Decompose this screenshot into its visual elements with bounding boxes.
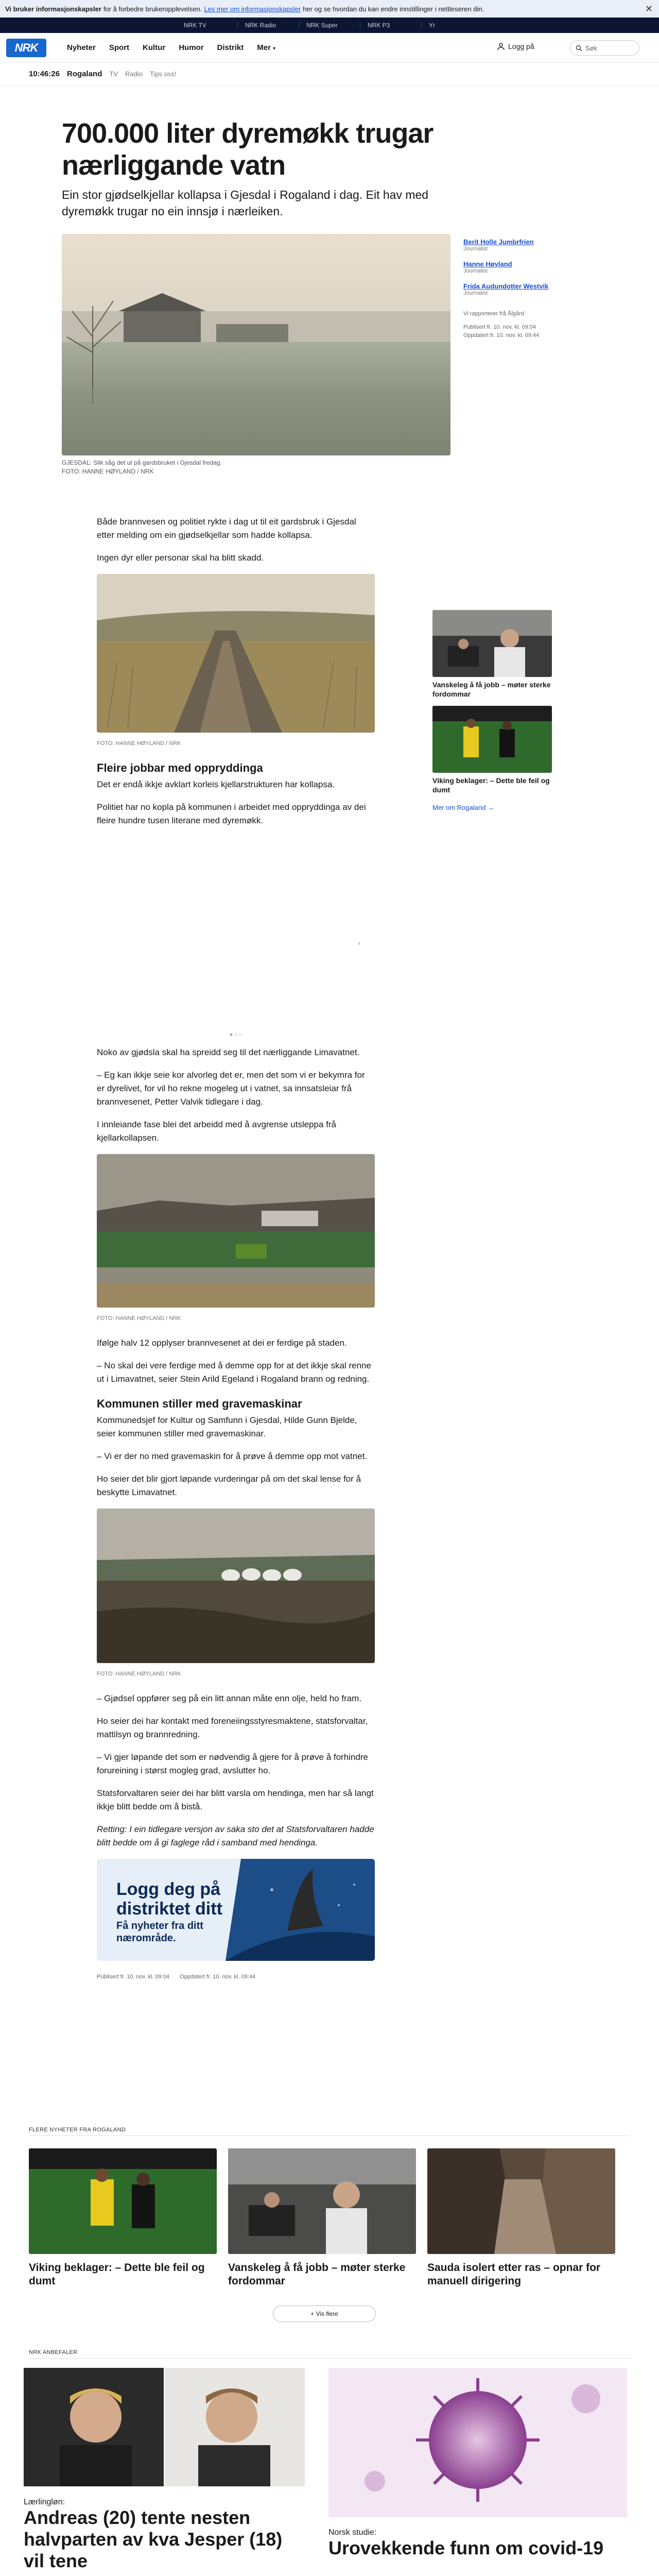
- chevron-down-icon: ▾: [273, 46, 276, 52]
- divider: [421, 22, 422, 29]
- article-image: [97, 1154, 375, 1308]
- recommended-card-right[interactable]: [328, 2368, 627, 2559]
- news-card[interactable]: [29, 2148, 217, 2288]
- news-card[interactable]: [228, 2148, 416, 2288]
- image-caption: FOTO: HANNE HØYLAND / NRK: [97, 740, 181, 747]
- hero-caption-text: GJESDAL: Slik såg det ut på gardsbruket i Gjesdal fredag.: [62, 459, 222, 466]
- chevron-right-icon[interactable]: ›: [358, 939, 360, 947]
- nav-item-kultur[interactable]: Kultur: [143, 43, 166, 52]
- news-card-title: Sauda isolert etter ras – opnar for manuell dirigering: [427, 2262, 601, 2287]
- service-yr[interactable]: Yr: [429, 22, 435, 29]
- more-about-region-label: Mer om Rogaland: [432, 804, 486, 811]
- divider: [29, 2358, 630, 2359]
- byline: [463, 238, 597, 340]
- hero-image: [62, 234, 450, 455]
- nav-item-nyheter[interactable]: Nyheter: [67, 43, 96, 52]
- news-card-image: [29, 2148, 217, 2254]
- recommended-label: NRK ANBEFALER: [29, 2349, 78, 2355]
- nav-item-sport[interactable]: Sport: [109, 43, 130, 52]
- paragraph: Ho seier dei har kontakt med foreneiingsstyresmaktene, statsforvaltar, mattilsyn og brannredning.: [97, 1716, 368, 1739]
- recommended-title: Andreas (20) tente nesten halvparten av kva Jesper (18) vil tene: [24, 2507, 283, 2571]
- nav-item-mer[interactable]: [257, 43, 275, 52]
- carousel-dots: ● ○ ○: [230, 1032, 242, 1038]
- paragraph: – No skal dei vere ferdige med å demme opp for at det ikkje skal renne ut i Limavatnet, seier Stein Arild Egeland i Rogaland brann og redning.: [97, 1361, 371, 1384]
- service-nrk-p3[interactable]: NRK P3: [368, 22, 390, 29]
- tips-link[interactable]: Tips oss!: [149, 70, 177, 78]
- article-image: [97, 1509, 375, 1663]
- section-heading: Fleire jobbar med oppryddinga: [97, 761, 263, 774]
- search-placeholder: Søk: [585, 44, 598, 52]
- virus-image: [328, 2368, 627, 2517]
- recommended-card-left[interactable]: [24, 2368, 320, 2572]
- article-image: [97, 574, 375, 733]
- published-date: Publisert fr. 10. nov. kl. 09:04: [97, 1974, 170, 1980]
- paragraph: Både brannvesen og politiet rykte i dag ut til eit gardsbruk i Gjesdal etter melding om ein gjødselkjellar som hadde kollapsa.: [97, 517, 356, 540]
- more-about-region-link[interactable]: [432, 804, 552, 811]
- author-role: Journalist: [463, 290, 488, 296]
- updated-date: Oppdatert fr. 10. nov. kl. 09:44: [180, 1974, 256, 1980]
- paragraph: – Eg kan ikkje seie kor alvorleg det er, men det som vi er bekymra for er dyrelivet, for vil ho rekne mogeleg ut i vatnet, sa innsatsleiar frå brannvesenet, Petter Valvik tidlegare i dag.: [97, 1070, 365, 1107]
- paragraph: – Vi gjer løpande det som er nødvendig å gjere for å prøve å forhindre forureining i størst mogleg grad, avslutter ho.: [97, 1752, 368, 1775]
- news-card[interactable]: [427, 2148, 615, 2288]
- login-label: Logg på: [508, 42, 534, 50]
- reporting-location: Vi rapporterer frå Ålgård: [463, 311, 524, 317]
- correction-note: Retting: I ein tidlegare versjon av saka sto det at Statsforvaltaren hadde blitt bedde om å gi faglege råd i samband med hendinga.: [97, 1824, 374, 1848]
- hero-photo-credit: FOTO: HANNE HØYLAND / NRK: [62, 468, 154, 475]
- image-caption: FOTO: HANNE HØYLAND / NRK: [97, 1315, 181, 1321]
- article-title: 700.000 liter dyremøkk trugar nærliggande vatn: [62, 118, 433, 181]
- divider: [237, 22, 238, 29]
- banner-subtitle: Få nyheter fra ditt nærområde.: [116, 1920, 203, 1944]
- recommended-kicker: Norsk studie:: [328, 2528, 377, 2537]
- sidebar-card-title: Viking beklager: – Dette ble feil og dumt: [432, 776, 550, 794]
- author-name[interactable]: Hanne Høyland: [463, 260, 512, 268]
- paragraph: Noko av gjødsla skal ha spreidd seg til det nærliggande Limavatnet.: [97, 1047, 360, 1057]
- paragraph: Ho seier det blir gjort løpande vurderingar på om det skal lense for å beskytte Limavatnet.: [97, 1474, 361, 1497]
- sidebar-card[interactable]: [432, 706, 552, 794]
- login-district-banner[interactable]: [97, 1859, 375, 1961]
- cookie-rest: her og se hvordan du kan endre innstillinger i nettleseren din.: [303, 5, 484, 13]
- article-body: [97, 515, 375, 837]
- sidebar-card-image: [432, 706, 552, 773]
- published-date: Publisert fr. 10. nov. kl. 09:04: [463, 324, 536, 330]
- service-nrk-super[interactable]: NRK Super: [306, 22, 338, 29]
- paragraph: Kommunedsjef for Kultur og Samfunn i Gjesdal, Hilde Gunn Bjelde, seier kommunen stiller med gravemaskinar.: [97, 1415, 357, 1438]
- nrk-service-bar: [0, 18, 659, 33]
- section-heading: Kommunen stiller med gravemaskinar: [97, 1397, 302, 1410]
- news-card-image: [228, 2148, 416, 2254]
- nav-item-mer-label: Mer: [257, 43, 271, 52]
- author-name[interactable]: Frida Audundotter Westvik: [463, 282, 549, 290]
- paragraph: – Gjødsel oppfører seg på ein litt annan måte enn olje, held ho fram.: [97, 1693, 362, 1703]
- nav-item-humor[interactable]: Humor: [179, 43, 204, 52]
- sidebar-card-image: [432, 610, 552, 677]
- cookie-banner: [0, 0, 659, 18]
- recommended-images: [24, 2368, 320, 2486]
- close-icon[interactable]: ✕: [645, 4, 653, 14]
- search-input[interactable]: [570, 40, 639, 56]
- author-name[interactable]: Berit Holle Jumbrfrien: [463, 238, 534, 246]
- region-tv-link[interactable]: TV: [109, 70, 118, 78]
- show-more-button[interactable]: + Vis flere: [273, 2306, 376, 2322]
- news-card-image: [427, 2148, 615, 2254]
- news-card-title: Vanskeleg å få jobb – møter sterke fordommar: [228, 2262, 406, 2287]
- paragraph: Det er endå ikkje avklart korleis kjellarstrukturen har kollapsa.: [97, 779, 335, 789]
- main-nav: [0, 33, 659, 63]
- arrow-right-icon: →: [487, 804, 494, 811]
- portrait-image: [24, 2368, 164, 2486]
- author-role: Journalist: [463, 268, 488, 274]
- portrait-image: [165, 2368, 305, 2486]
- paragraph: Ingen dyr eller personar skal ha blitt skadd.: [97, 553, 264, 563]
- sidebar: [432, 610, 552, 811]
- service-nrk-radio[interactable]: NRK Radio: [245, 22, 276, 29]
- recommended-title: Urovekkende funn om covid-19: [328, 2537, 604, 2558]
- nrk-logo[interactable]: NRK: [6, 39, 46, 57]
- service-nrk-tv[interactable]: NRK TV: [184, 22, 206, 29]
- paragraph: I innleiande fase blei det arbeidd med å avgrense utsleppa frå kjellarkollapsen.: [97, 1120, 336, 1143]
- article-footer-meta: [97, 1970, 375, 1984]
- article-lead: Ein stor gjødselkjellar kollapsa i Gjesdal i Rogaland i dag. Eit hav med dyremøkk trugar no ein innsjø i nærleiken.: [62, 188, 429, 218]
- paragraph: – Vi er der no med gravemaskin for å prøve å demme opp mot vatnet.: [97, 1451, 368, 1461]
- cookie-bold: Vi bruker informasjonskapsler: [5, 5, 101, 13]
- region-radio-link[interactable]: Radio: [125, 70, 143, 78]
- cookie-link[interactable]: Les mer om informasjonskapsler: [204, 5, 301, 13]
- login-button[interactable]: [497, 42, 534, 50]
- paragraph: Statsforvaltaren seier dei har blitt varsla om hendinga, men har så langt ikkje blitt bedde om å bistå.: [97, 1788, 374, 1811]
- cookie-text: for å forbedre brukeropplevelsen.: [103, 5, 202, 13]
- article-body-continued: [97, 1046, 375, 1984]
- more-news-grid: [29, 2148, 630, 2288]
- sidebar-card[interactable]: [432, 610, 552, 699]
- article-meta: [463, 310, 597, 340]
- banner-title: Logg deg på distriktet ditt: [116, 1879, 222, 1919]
- updated-date: Oppdatert fr. 10. nov. kl. 09:44: [463, 332, 540, 338]
- author-role: Journalist: [463, 246, 488, 252]
- paragraph: Politiet har no kopla på kommunen i arbeidet med oppryddinga av dei fleire hundre tusen literane med dyremøkk.: [97, 802, 366, 825]
- nav-item-distrikt[interactable]: Distrikt: [217, 43, 244, 52]
- image-caption: FOTO: HANNE HØYLAND / NRK: [97, 1671, 181, 1677]
- more-news-label: FLERE NYHETER FRA ROGALAND: [29, 2127, 126, 2133]
- paragraph: Ifølge halv 12 opplyser brannvesenet at dei er ferdige på staden.: [97, 1338, 347, 1348]
- recommended-kicker: Lærlingløn:: [24, 2498, 65, 2506]
- sidebar-card-title: Vanskeleg å få jobb – møter sterke fordommar: [432, 681, 551, 698]
- news-card-title: Viking beklager: – Dette ble feil og dumt: [29, 2262, 205, 2287]
- search-icon: [576, 45, 582, 52]
- region-title[interactable]: Rogaland: [67, 70, 102, 78]
- user-icon: [497, 42, 505, 50]
- clock: 10:46:26: [29, 70, 60, 78]
- hero-caption: [62, 459, 432, 476]
- region-bar: [0, 63, 659, 86]
